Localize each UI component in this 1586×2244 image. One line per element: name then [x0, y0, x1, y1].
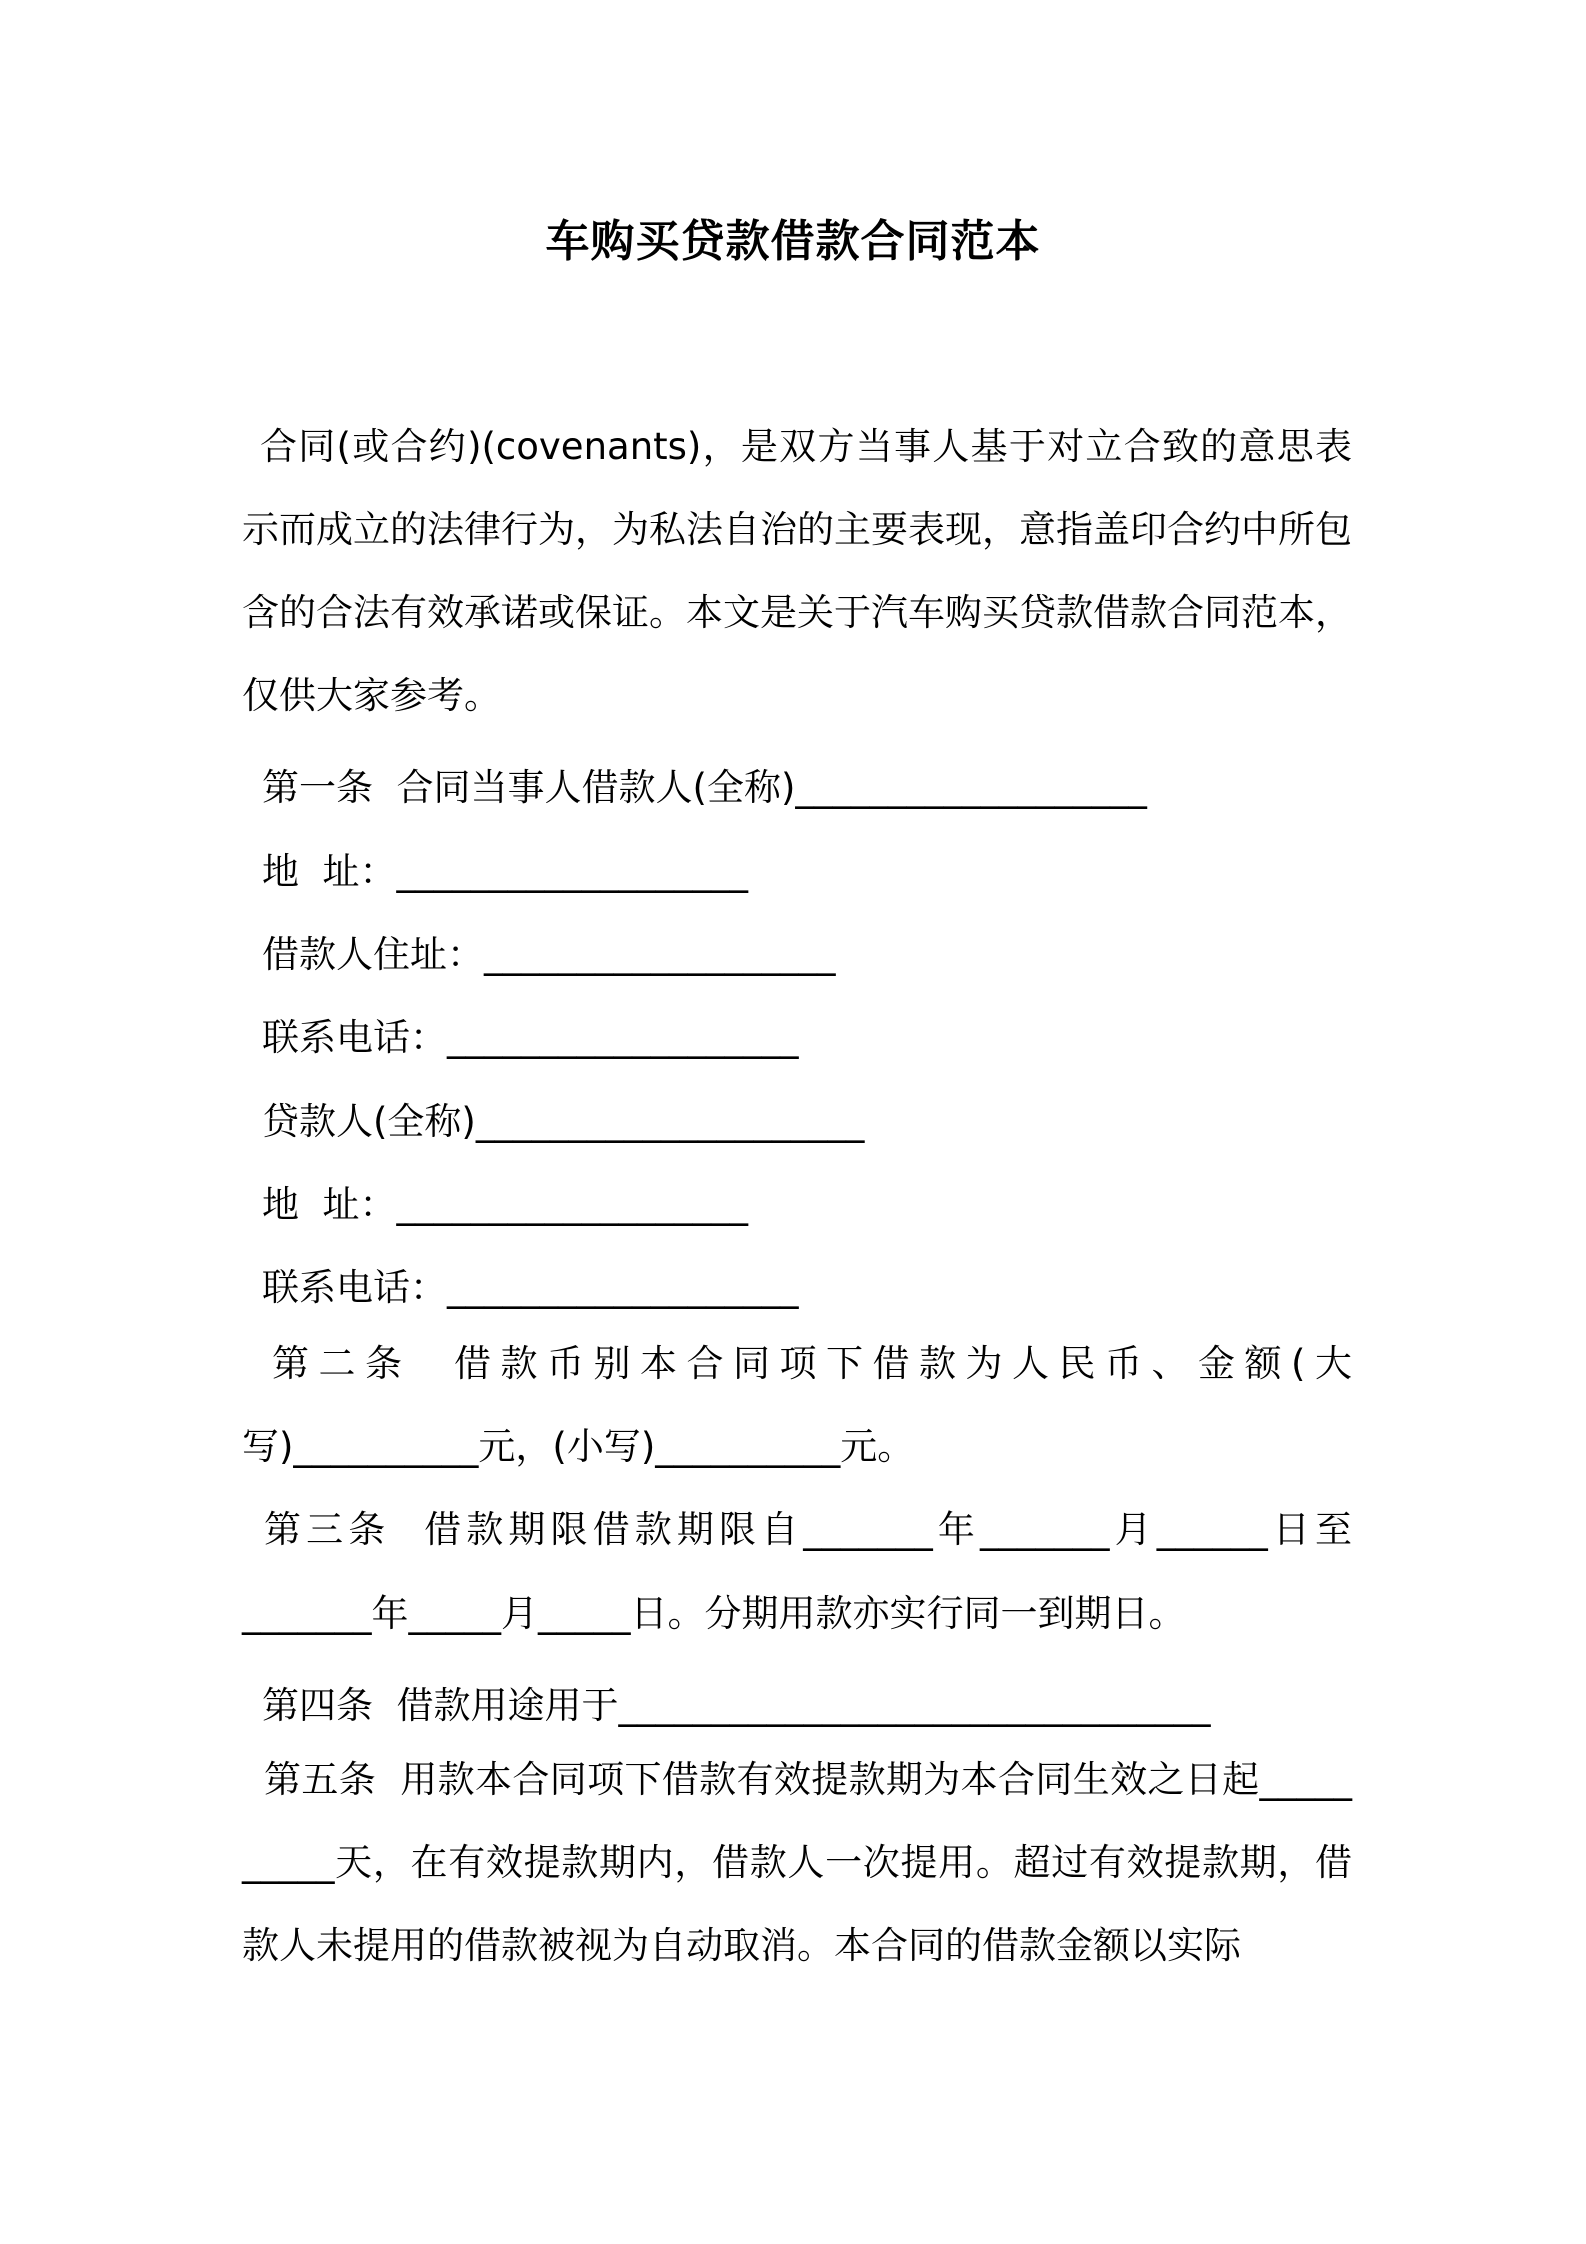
article1-lender-phone: 联系电话：___________________	[262, 1266, 799, 1309]
article2-line1: 第二条 借款币别本合同项下借款为人民币、金额(大	[272, 1342, 1352, 1385]
intro-paragraph: 合同(或合约)(covenants)，是双方当事人基于对立合致的意思表示而成立的法律行为，为私法自治的主要表现，意指盖印合约中所包含的合法有效承诺或保证。本文是关于汽车购买贷款借款合同范本，仅供大家参考。	[242, 425, 1352, 717]
article1-address: 地 址：___________________	[262, 850, 749, 893]
article1-borrower-residence: 借款人住址：___________________	[262, 933, 836, 976]
article1-lender-address: 地 址：___________________	[262, 1183, 749, 1226]
article1-lender-name: 贷款人(全称)_____________________	[262, 1100, 865, 1143]
document-title: 车购买贷款借款合同范本	[545, 216, 1041, 267]
article1-phone: 联系电话：___________________	[262, 1016, 799, 1059]
article4-purpose: 第四条 借款用途用于________________________________	[262, 1684, 1211, 1727]
article5-paragraph: 第五条 用款本合同项下借款有效提款期为本合同生效之日起__________天，在有效提款期内，借款人一次提用。超过有效提款期，借款人未提用的借款被视为自动取消。本合同的借款金额以实际	[242, 1758, 1352, 1967]
article3-line1: 第三条 借款期限借款期限自_______年_______月______日至	[264, 1508, 1352, 1551]
article1-borrower-name: 第一条 合同当事人借款人(全称)___________________	[262, 766, 1147, 809]
article3-line2: _______年_____月_____日。分期用款亦实行同一到期日。	[242, 1592, 1186, 1635]
article2-line2: 写)__________元，(小写)__________元。	[242, 1425, 915, 1468]
